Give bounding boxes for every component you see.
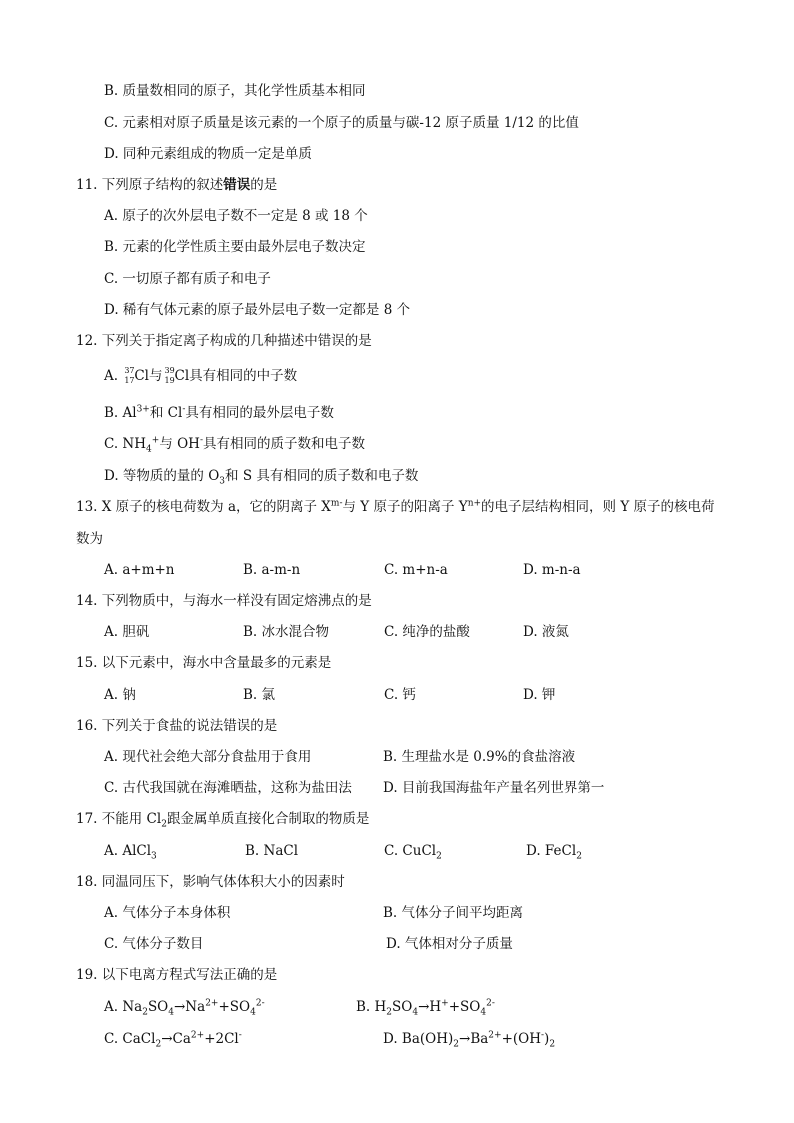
q12-option-b <box>104 402 334 424</box>
q13-option-a: A. a+m+n <box>104 562 175 578</box>
q14-option-a: A. 胆矾 <box>104 624 150 640</box>
superscript: - <box>541 1030 545 1041</box>
subscript: 2 <box>453 1039 460 1050</box>
text: 与 Y 原子的阳离子 Y <box>342 499 468 515</box>
isotope-notation <box>122 365 134 387</box>
text: →H <box>418 999 442 1015</box>
superscript: - <box>199 435 203 446</box>
subscript: 2 <box>549 1039 556 1050</box>
q19-stem: 19. 以下电离方程式写法正确的是 <box>76 967 278 983</box>
q12-stem: 12. 下列关于指定离子构成的几种描述中错误的是 <box>76 333 372 349</box>
q18-option-b: B. 气体分子间平均距离 <box>383 905 524 921</box>
mass-number: 37 <box>124 366 135 375</box>
q16-option-a: A. 现代社会绝大部分食盐用于食用 <box>104 749 312 765</box>
text: →Ca <box>161 1031 191 1047</box>
subscript: 3 <box>151 851 157 862</box>
superscript: 2+ <box>488 1030 502 1041</box>
q11-stem-post: 的是 <box>250 177 278 193</box>
text: 与 OH <box>159 436 200 452</box>
subscript: 2 <box>142 1007 148 1018</box>
q11-stem <box>76 174 277 196</box>
q13-stem-line1 <box>76 496 715 518</box>
text: +SO <box>448 999 481 1015</box>
text: D. Ba(OH) <box>383 1031 454 1047</box>
q19-option-a <box>104 996 265 1018</box>
text: SO <box>392 999 413 1015</box>
text: 和 Cl <box>149 405 183 421</box>
q11-option-a: A. 原子的次外层电子数不一定是 8 或 18 个 <box>104 208 368 224</box>
text: +2Cl <box>204 1031 239 1047</box>
superscript: 2- <box>255 998 265 1009</box>
q18-option-a: A. 气体分子本身体积 <box>104 905 231 921</box>
subscript: 4 <box>250 1007 256 1018</box>
text: 具有相同的最外层电子数 <box>185 405 334 421</box>
text: 13. X 原子的核电荷数为 a，它的阴离子 X <box>76 499 331 515</box>
text: 和 S 具有相同的质子数和电子数 <box>225 468 419 484</box>
subscript: 2 <box>155 1039 162 1050</box>
q15-option-a: A. 钠 <box>104 687 136 703</box>
element-symbol: Cl <box>134 368 149 384</box>
q10-option-b: B. 质量数相同的原子，其化学性质基本相同 <box>104 83 366 99</box>
text: A. AlCl <box>104 843 152 859</box>
q14-option-c: C. 纯净的盐酸 <box>384 624 470 640</box>
subscript: 4 <box>480 1007 487 1018</box>
subscript: 2 <box>161 819 167 830</box>
q17-option-c <box>384 840 442 862</box>
q17-stem <box>76 808 369 830</box>
q13-option-b: B. a-m-n <box>243 562 301 578</box>
q16-option-d: D. 目前我国海盐年产量名列世界第一 <box>383 780 605 796</box>
q15-option-d: D. 钾 <box>523 687 556 703</box>
superscript: n+ <box>467 498 482 509</box>
text: B. Al <box>104 405 137 421</box>
q16-stem: 16. 下列关于食盐的说法错误的是 <box>76 718 278 734</box>
q12-option-c <box>104 433 365 455</box>
q17-option-d <box>526 840 582 862</box>
text: A. Na <box>104 999 143 1015</box>
q13-stem-line2: 数为 <box>76 531 103 547</box>
q12-option-a <box>104 365 297 387</box>
isotope-notation <box>163 365 175 387</box>
text: B. H <box>356 999 387 1015</box>
text: C. NH <box>104 436 147 452</box>
q11-stem-emphasis: 错误 <box>223 177 251 193</box>
q10-option-c: C. 元素相对原子质量是该元素的一个原子的质量与碳-12 原子质量 1/12 的比值 <box>104 115 579 131</box>
q14-stem: 14. 下列物质中，与海水一样没有固定熔沸点的是 <box>76 593 372 609</box>
q12-option-a-mid: 与 <box>149 368 163 384</box>
superscript: 2+ <box>205 998 219 1009</box>
superscript: 3+ <box>136 404 150 415</box>
superscript: m- <box>330 498 343 509</box>
text: →Ba <box>459 1031 489 1047</box>
q17-option-b: B. NaCl <box>245 843 299 859</box>
q13-option-d: D. m-n-a <box>523 562 581 578</box>
q12-option-d <box>104 465 418 487</box>
superscript: + <box>151 435 160 446</box>
text: ) <box>544 1031 550 1047</box>
atomic-number: 19 <box>164 376 175 385</box>
superscript: 2- <box>486 998 495 1009</box>
text: 17. 不能用 Cl <box>76 811 162 827</box>
q17-option-a <box>104 840 157 862</box>
q14-option-d: D. 液氮 <box>523 624 569 640</box>
q18-option-c: C. 气体分子数目 <box>104 936 204 952</box>
text: 的电子层结构相同，则 Y 原子的核电荷 <box>481 499 715 515</box>
q15-option-c: C. 钙 <box>384 687 416 703</box>
text: C. CaCl <box>104 1031 156 1047</box>
q11-option-b: B. 元素的化学性质主要由最外层电子数决定 <box>104 239 366 255</box>
mass-number: 39 <box>164 366 175 375</box>
superscript: - <box>238 1030 242 1041</box>
superscript: - <box>182 404 186 415</box>
q11-option-d: D. 稀有气体元素的原子最外层电子数一定都是 8 个 <box>104 302 411 318</box>
q11-option-c: C. 一切原子都有质子和电子 <box>104 271 271 287</box>
subscript: 3 <box>219 476 226 487</box>
atomic-number: 17 <box>124 376 135 385</box>
text: +SO <box>218 999 251 1015</box>
subscript: 4 <box>168 1007 174 1018</box>
text: +(OH <box>501 1031 541 1047</box>
element-symbol: Cl <box>174 368 190 384</box>
text: D. FeCl <box>526 843 577 859</box>
q16-option-c: C. 古代我国就在海滩晒盐，这称为盐田法 <box>104 780 352 796</box>
subscript: 4 <box>146 444 152 455</box>
q13-option-c: C. m+n-a <box>384 562 448 578</box>
text: D. 等物质的量的 O <box>104 468 220 484</box>
q19-option-c <box>104 1028 242 1050</box>
q11-stem-pre: 11. 下列原子结构的叙述 <box>76 177 224 193</box>
q12-option-a-suffix: 具有相同的中子数 <box>189 368 298 384</box>
subscript: 2 <box>436 851 442 862</box>
subscript: 4 <box>412 1007 419 1018</box>
superscript: + <box>441 998 449 1009</box>
text: SO <box>147 999 169 1015</box>
q15-stem: 15. 以下元素中，海水中含量最多的元素是 <box>76 655 332 671</box>
q10-option-d: D. 同种元素组成的物质一定是单质 <box>104 146 312 162</box>
superscript: 2+ <box>190 1030 205 1041</box>
subscript: 2 <box>386 1007 393 1018</box>
text: 跟金属单质直接化合制取的物质是 <box>166 811 370 827</box>
q19-option-b <box>356 996 495 1018</box>
subscript: 2 <box>576 851 582 862</box>
q14-option-b: B. 冰水混合物 <box>243 624 330 640</box>
text: C. CuCl <box>384 843 437 859</box>
q18-option-d: D. 气体相对分子质量 <box>386 936 513 952</box>
text: 具有相同的质子数和电子数 <box>203 436 365 452</box>
q18-stem: 18. 同温同压下，影响气体体积大小的因素时 <box>76 874 345 890</box>
q15-option-b: B. 氯 <box>243 687 276 703</box>
q12-option-a-prefix: A. <box>104 368 119 384</box>
text: →Na <box>174 999 206 1015</box>
q16-option-b: B. 生理盐水是 0.9%的食盐溶液 <box>383 749 576 765</box>
q19-option-d <box>383 1028 555 1050</box>
